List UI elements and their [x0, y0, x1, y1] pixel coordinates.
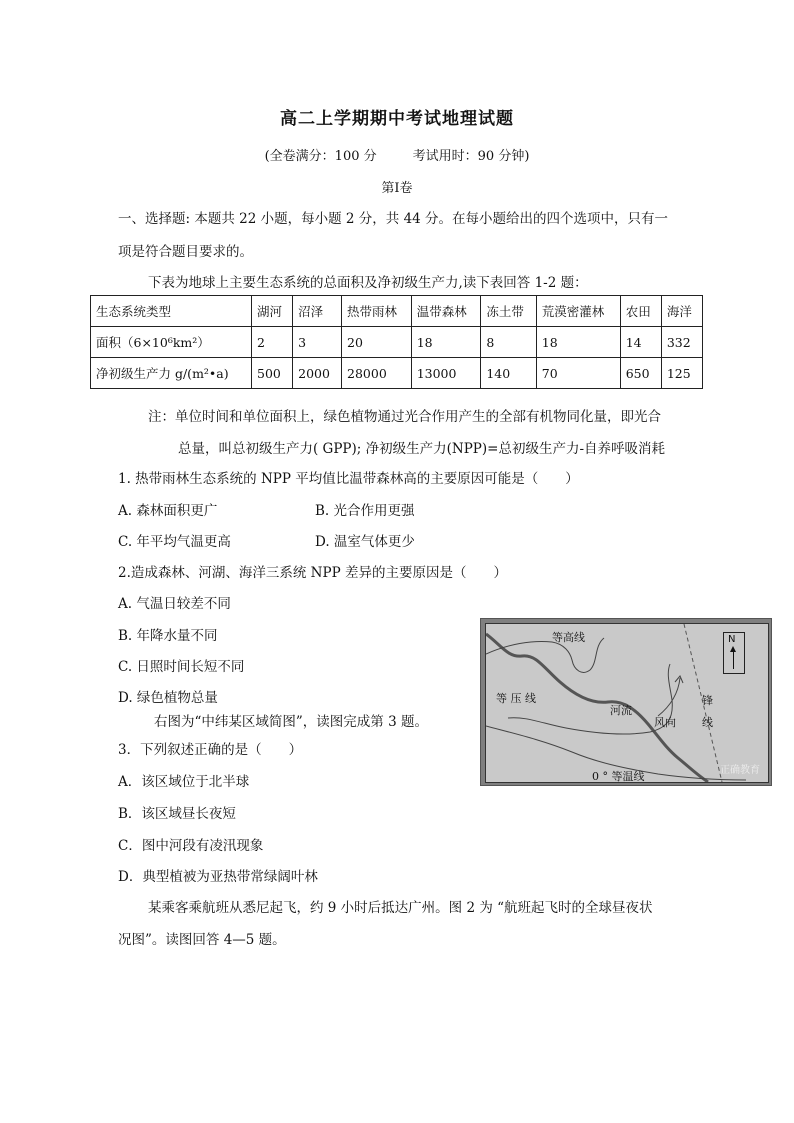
north-arrow-icon	[723, 632, 745, 674]
note-line2: 总量，叫总初级生产力( GPP); 净初级生产力(NPP)=总初级生产力-自养呼吸消耗	[178, 441, 666, 457]
table-cell: 2000	[293, 358, 342, 389]
table-cell: 500	[252, 358, 293, 389]
question-2-option-c: C. 日照时间长短不同	[118, 659, 245, 675]
map-label-isobar: 等 压 线	[496, 692, 536, 705]
question-1-option-a: A. 森林面积更广	[118, 503, 218, 519]
table-cell: 3	[293, 327, 342, 358]
table-cell: 28000	[342, 358, 412, 389]
table-header-cell: 海洋	[661, 296, 702, 327]
volume-label: 第Ⅰ卷	[381, 181, 413, 196]
table-header-cell: 沼泽	[293, 296, 342, 327]
table-header-cell: 生态系统类型	[91, 296, 252, 327]
table-cell: 2	[252, 327, 293, 358]
table-header-row	[91, 296, 703, 327]
north-label: N	[728, 634, 736, 645]
arrow-shaft	[733, 649, 734, 669]
table-cell: 332	[661, 327, 702, 358]
question-3-option-d: D．典型植被为亚热带常绿阔叶林	[118, 869, 318, 885]
question-2-stem: 2.造成森林、河湖、海洋三系统 NPP 差异的主要原因是（ ）	[118, 565, 507, 581]
table-cell: 18	[536, 327, 620, 358]
table-row-label: 净初级生产力 g/(m²•a)	[91, 358, 252, 389]
table-cell: 20	[342, 327, 412, 358]
table-cell: 70	[536, 358, 620, 389]
map-intro: 右图为“中纬某区域简图”，读图完成第 3 题。	[154, 714, 428, 730]
region-map	[485, 623, 769, 783]
map-label-contour: 等高线	[552, 631, 585, 644]
table-intro: 下表为地球上主要生态系统的总面积及净初级生产力,读下表回答 1-2 题：	[148, 275, 588, 291]
region-map-figure	[480, 618, 772, 786]
question-2-option-d: D. 绿色植物总量	[118, 690, 218, 706]
map-label-wind: 风向	[654, 716, 676, 729]
exam-time: 考试用时：90 分钟)	[412, 149, 530, 164]
question-1-stem: 1. 热带雨林生态系统的 NPP 平均值比温带森林高的主要原因可能是（ ）	[118, 471, 579, 487]
table-header-cell: 农田	[620, 296, 661, 327]
section-instructions-line1: 一、选择题: 本题共 22 小题，每小题 2 分，共 44 分。在每小题给出的四个选项中，只有一	[118, 211, 669, 227]
table-row-npp	[91, 358, 703, 389]
table-cell: 14	[620, 327, 661, 358]
table-row-area	[91, 327, 703, 358]
question-2-option-a: A. 气温日较差不同	[118, 596, 231, 612]
table-header-cell: 热带雨林	[342, 296, 412, 327]
table-header-cell: 温带森林	[411, 296, 481, 327]
exam-info	[0, 145, 794, 164]
page-title: 高二上学期期中考试地理试题	[280, 109, 514, 129]
ecosystem-table	[90, 295, 703, 389]
map-label-isotherm: 0 ° 等温线	[592, 770, 645, 783]
question-2-option-b: B. 年降水量不同	[118, 628, 218, 644]
map-label-front: 锋 线	[702, 694, 713, 729]
table-cell: 13000	[411, 358, 481, 389]
river-line	[486, 634, 708, 782]
table-cell: 650	[620, 358, 661, 389]
question-1-option-d: D. 温室气体更少	[315, 534, 415, 550]
flight-intro-line2: 况图”。读图回答 4—5 题。	[118, 932, 286, 948]
full-score: (全卷满分：100 分	[264, 149, 377, 164]
table-cell: 8	[481, 327, 536, 358]
section-instructions-line2: 项是符合题目要求的。	[118, 244, 253, 260]
question-1-option-b: B. 光合作用更强	[315, 503, 415, 519]
table-header-cell: 冻土带	[481, 296, 536, 327]
table-cell: 140	[481, 358, 536, 389]
note-line1: 注：单位时间和单位面积上，绿色植物通过光合作用产生的全部有机物同化量，即光合	[148, 409, 661, 425]
question-1-option-c: C. 年平均气温更高	[118, 534, 231, 550]
table-row-label: 面积（6×10⁶km²）	[91, 327, 252, 358]
question-3-option-a: A．该区域位于北半球	[118, 774, 250, 790]
question-3-option-b: B．该区域昼长夜短	[118, 806, 236, 822]
table-cell: 125	[661, 358, 702, 389]
question-3-option-c: C．图中河段有凌汛现象	[118, 838, 264, 854]
question-3-stem: 3．下列叙述正确的是（ ）	[118, 742, 303, 758]
table-header-cell: 荒漠密灌林	[536, 296, 620, 327]
watermark: 正确教育	[720, 765, 760, 776]
table-header-cell: 湖河	[252, 296, 293, 327]
table-cell: 18	[411, 327, 481, 358]
map-label-river: 河流	[610, 704, 632, 717]
flight-intro-line1: 某乘客乘航班从悉尼起飞，约 9 小时后抵达广州。图 2 为 “航班起飞时的全球昼夜状	[148, 900, 653, 916]
